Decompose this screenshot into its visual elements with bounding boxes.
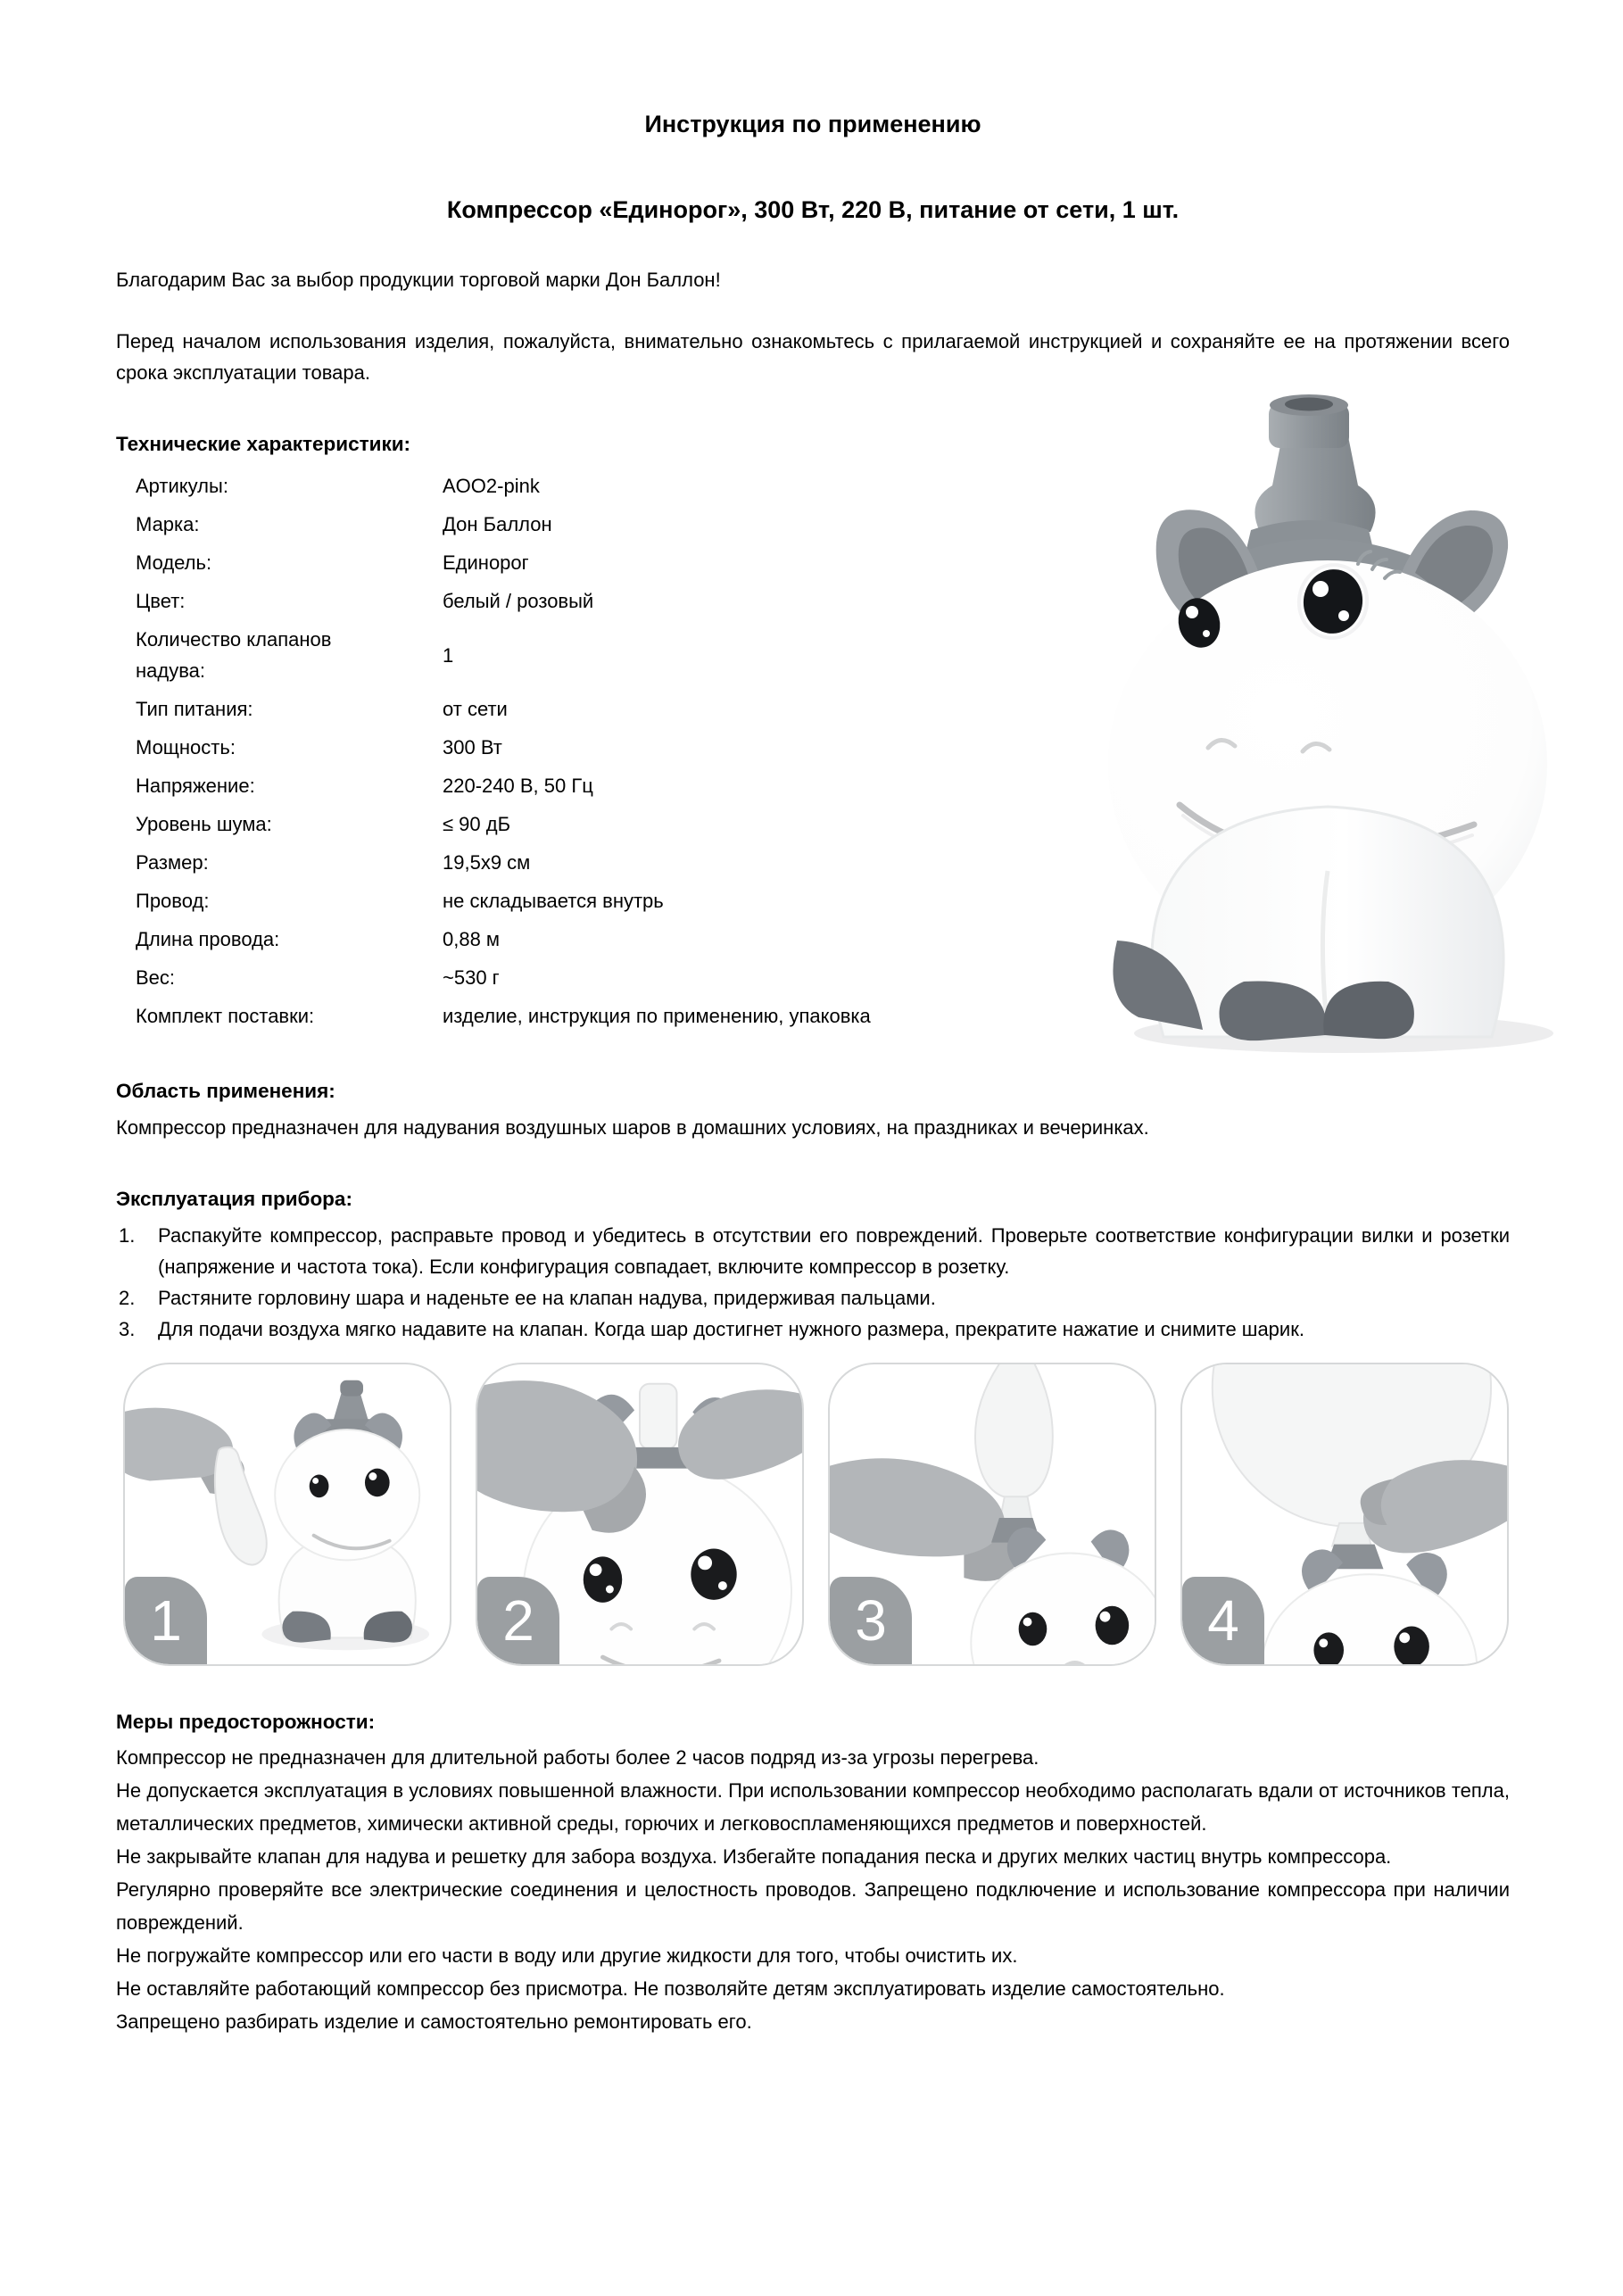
step-text: Растяните горловину шара и наденьте ее на клапан надува, придерживая пальцами. (158, 1287, 936, 1309)
spec-value: Дон Баллон (443, 513, 552, 535)
spec-label: Комплект поставки: (136, 1005, 315, 1027)
spec-label: Уровень шума: (136, 813, 272, 835)
spec-label: Тип питания: (136, 698, 253, 720)
spec-row-voltage (116, 767, 1017, 805)
precaution-item: Не закрывайте клапан для надува и решетку для забора воздуха. Избегайте попадания песка и других мелких частиц внутрь компрессора. (116, 1845, 1392, 1868)
step-photo-1 (123, 1363, 451, 1666)
intro-thanks-paragraph: Благодарим Вас за выбор продукции торговой марки Дон Баллон! (116, 269, 721, 291)
product-photo-unicorn (1094, 389, 1606, 1062)
application-heading: Область применения: (116, 1080, 335, 1102)
spec-row-cord-length (116, 920, 1017, 958)
step-number: 2. (119, 1287, 136, 1309)
spec-value: белый / розовый (443, 590, 594, 612)
precautions-block (116, 1741, 1510, 2038)
operation-step-3 (116, 1314, 1510, 1345)
spec-value: изделие, инструкция по применению, упаковка (443, 1005, 871, 1027)
spec-label: Мощность: (136, 736, 236, 758)
balloon (975, 1364, 1053, 1498)
spec-row-model (116, 543, 1017, 582)
spec-label: Длина провода: (136, 928, 280, 950)
spec-value: 1 (443, 643, 454, 667)
spec-label: Провод: (136, 890, 210, 912)
spec-row-power (116, 728, 1017, 767)
product-title: Компрессор «Единорог», 300 Вт, 220 В, питание от сети, 1 шт. (446, 196, 1180, 223)
spec-value: AOO2-pink (443, 475, 540, 497)
spec-value: Единорог (443, 551, 529, 574)
specs-table (116, 467, 1017, 1035)
spec-label: Размер: (136, 851, 209, 874)
precaution-item: Не допускается эксплуатация в условиях повышенной влажности. При использовании компрессор необходимо располагать вдали от источников тепла, металлических предметов, химически активной среды, горючих и легковоспламеняющихся предметов и поверхностей. (116, 1779, 1510, 1835)
spec-label: Артикулы: (136, 475, 228, 497)
step-photo-2 (476, 1363, 804, 1666)
spec-row-package (116, 997, 1017, 1035)
balloon-neck (640, 1384, 677, 1449)
spec-row-noise (116, 805, 1017, 843)
unicorn-product-illustration (1094, 389, 1606, 1062)
badge-number: 2 (502, 1588, 534, 1653)
step-number: 3. (119, 1318, 136, 1340)
spec-label: Модель: (136, 551, 212, 574)
unicorn-small-illustration (261, 1380, 429, 1650)
operation-heading: Эксплуатация прибора: (116, 1188, 352, 1210)
badge-number: 3 (855, 1588, 887, 1653)
step-number-badge (830, 1577, 912, 1664)
step-number-badge (477, 1577, 559, 1664)
spec-label: Количество клапанов надува: (136, 628, 332, 682)
spec-row-cord (116, 882, 1017, 920)
precaution-item: Компрессор не предназначен для длительной работы более 2 часов подряд из-за угрозы перегрева. (116, 1746, 1039, 1769)
spec-label: Марка: (136, 513, 200, 535)
spec-value: не складывается внутрь (443, 890, 664, 912)
spec-value: 220-240 В, 50 Гц (443, 775, 593, 797)
valve-nozzle-icon (1244, 394, 1376, 560)
spec-label: Напряжение: (136, 775, 255, 797)
spec-value: от сети (443, 698, 508, 720)
spec-value: 0,88 м (443, 928, 501, 950)
precaution-item: Не погружайте компрессор или его части в воду или другие жидкости для того, чтобы очистить их. (116, 1944, 1018, 1967)
page-title: Инструкция по применению (644, 111, 981, 137)
precautions-heading: Меры предосторожности: (116, 1711, 376, 1733)
spec-value: ≤ 90 дБ (443, 813, 511, 835)
step-photo-4 (1180, 1363, 1509, 1666)
operation-step-1 (116, 1220, 1510, 1282)
spec-label: Вес: (136, 966, 176, 989)
badge-number: 4 (1207, 1588, 1239, 1653)
spec-value: 300 Вт (443, 736, 502, 758)
usage-step-figures (123, 1363, 1510, 1666)
step-text: Распакуйте компрессор, расправьте провод и убедитесь в отсутствии его повреждений. Проверьте соответствие конфигурации вилки и розетки (напряжение и частота тока). Если конфигурация совпадает, включите компрессор в розетку. (158, 1224, 1510, 1278)
badge-number: 1 (150, 1588, 182, 1653)
spec-row-color (116, 582, 1017, 620)
spec-value: 19,5x9 см (443, 851, 531, 874)
hand-right-illustration (678, 1389, 802, 1480)
step-number-badge (1182, 1577, 1264, 1664)
deflated-balloon (215, 1447, 267, 1565)
precaution-item: Регулярно проверяйте все электрические соединения и целостность проводов. Запрещено подключение и использование компрессора при наличии повреждений. (116, 1878, 1510, 1934)
operation-step-2 (116, 1282, 1510, 1314)
step-photo-3 (828, 1363, 1156, 1666)
specs-heading: Технические характеристики: (116, 433, 411, 455)
step-number-badge (125, 1577, 207, 1664)
application-text: Компрессор предназначен для надувания воздушных шаров в домашних условиях, на праздниках и вечеринках. (116, 1116, 1149, 1139)
spec-row-brand (116, 505, 1017, 543)
operation-steps-list (116, 1220, 1510, 1345)
balloon-neck (1000, 1496, 1032, 1520)
precaution-item: Не оставляйте работающий компрессор без присмотра. Не позволяйте детям эксплуатировать изделие самостоятельно. (116, 1977, 1225, 2000)
spec-row-size (116, 843, 1017, 882)
spec-row-weight (116, 958, 1017, 997)
spec-value: ~530 г (443, 966, 500, 989)
step-number: 1. (119, 1224, 136, 1247)
spec-label: Цвет: (136, 590, 186, 612)
step-text: Для подачи воздуха мягко надавите на клапан. Когда шар достигнет нужного размера, прекратите нажатие и снимите шарик. (158, 1318, 1304, 1340)
spec-row-valves (116, 620, 1017, 690)
precaution-item: Запрещено разбирать изделие и самостоятельно ремонтировать его. (116, 2010, 752, 2033)
spec-row-article (116, 467, 1017, 505)
intro-note-paragraph: Перед началом использования изделия, пожалуйста, внимательно ознакомьтесь с прилагаемой инструкцией и сохраняйте ее на протяжении всего срока эксплуатации товара. (116, 330, 1510, 384)
spec-row-power-type (116, 690, 1017, 728)
